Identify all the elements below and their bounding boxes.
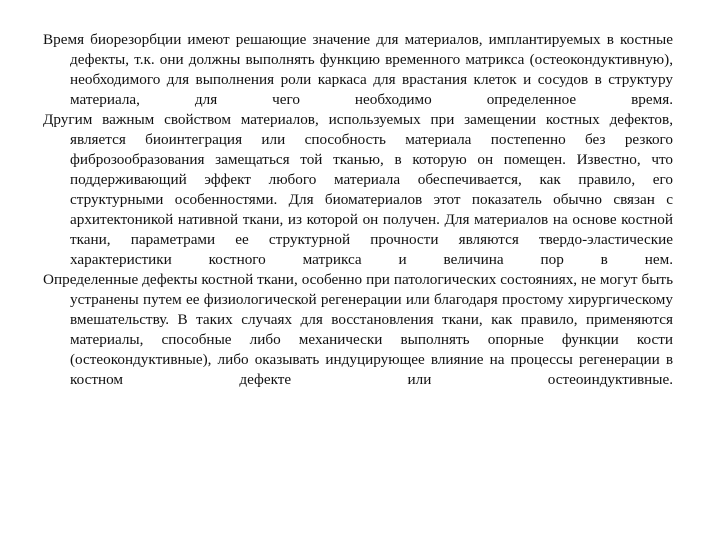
text-body: [43, 30, 673, 390]
paragraph-bioresorption: Время биорезорбции имеют решающие значение для материалов, имплантируемых в костные дефекты, т.к. они должны выполнять функцию временного матрикса (остеокондуктивную), необходимого для выполнения роли каркаса для врастания клеток и сосудов в структуру материала, для чего необходимо определенное время.: [43, 31, 673, 108]
paragraph-biointegration: Другим важным свойством материалов, используемых при замещении костных дефектов, является биоинтеграция или способность материала постепенно без резкого фиброзообразования замещаться той тканью, в которую он помещен. Известно, что поддерживающий эффект любого материала обеспечивается, как правило, его структурными особенностями. Для биоматериалов этот показатель обычно связан с архитектоникой нативной ткани, из которой он получен. Для материалов на основе костной ткани, параметрами ее структурной прочности являются твердо-эластические характеристики костного матрикса и величина пор в нем.: [43, 111, 673, 268]
paragraph-bone-defects: Определенные дефекты костной ткани, особенно при патологических состояниях, не могут быть устранены путем ее физиологической регенерации или благодаря простому хирургическому вмешательству. В таких случаях для восстановления ткани, как правило, применяются материалы, способные либо механически выполнять опорные функции кости (остеокондуктивные), либо оказывать индуцирующее влияние на процессы регенерации в костном дефекте или остеоиндуктивные.: [43, 271, 673, 388]
